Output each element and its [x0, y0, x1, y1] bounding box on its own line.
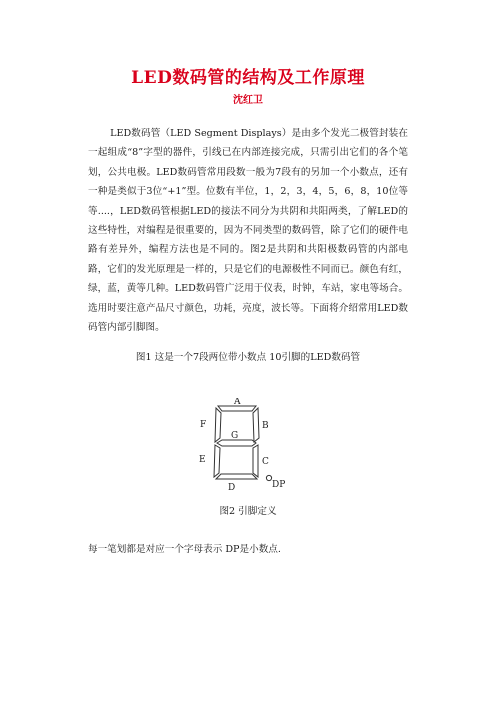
label-g: G — [231, 431, 239, 441]
author-name: 沈红卫 — [233, 95, 263, 106]
label-c: C — [262, 457, 269, 467]
document-title: LED数码管的结构及工作原理 — [131, 68, 365, 88]
segment-note: 每一笔划都是对应一个字母表示 DP是小数点. — [88, 544, 281, 555]
segment-b — [253, 408, 259, 442]
label-dp: DP — [272, 480, 286, 490]
segment-e — [214, 445, 220, 477]
label-e: E — [199, 455, 206, 465]
label-b: B — [262, 421, 269, 431]
segment-c — [253, 445, 258, 477]
intro-paragraph: LED数码管（LED Segment Displays）是由多个发光二极管封装在一起组成“8”字型的器件，引线已在内部连接完成，只需引出它们的各个笔划，公共电极。LED数码管常用段数一般为7段有的另加一个小数点，还有一种是类似于3位“+1”型。位数有半位，1，2，3，4，5，6，8，10位等等....，LED数码管根据LED的接法不同分为共阴和共阳两类，了解LED的这些特性，对编程是很重要的，因为不同类型的数码管，除了它们的硬件电路有差异外，编程方法也是不同的。图2是共阴和共阳极数码管的内部电路，它们的发光原理是一样的，只是它们的电源极性不同而已。颜色有红，绿，蓝，黄等几种。LED数码管广泛用于仪表，时钟，车站，家电等场合。选用时要注意产品尺寸颜色，功耗，亮度，波长等。下面将介绍常用LED数码管内部引脚图。 — [88, 128, 408, 334]
label-f: F — [200, 420, 207, 430]
segment-d — [216, 474, 257, 479]
segment-dp — [266, 475, 271, 480]
label-d: D — [228, 483, 236, 492]
figure2-caption: 图2 引脚定义 — [219, 506, 277, 517]
figure1-caption: 图1 这是一个7段两位带小数点 10引脚的LED数码管 — [135, 352, 361, 363]
label-a: A — [234, 398, 241, 407]
segment-f — [215, 408, 221, 442]
seven-segment-diagram — [196, 398, 306, 492]
